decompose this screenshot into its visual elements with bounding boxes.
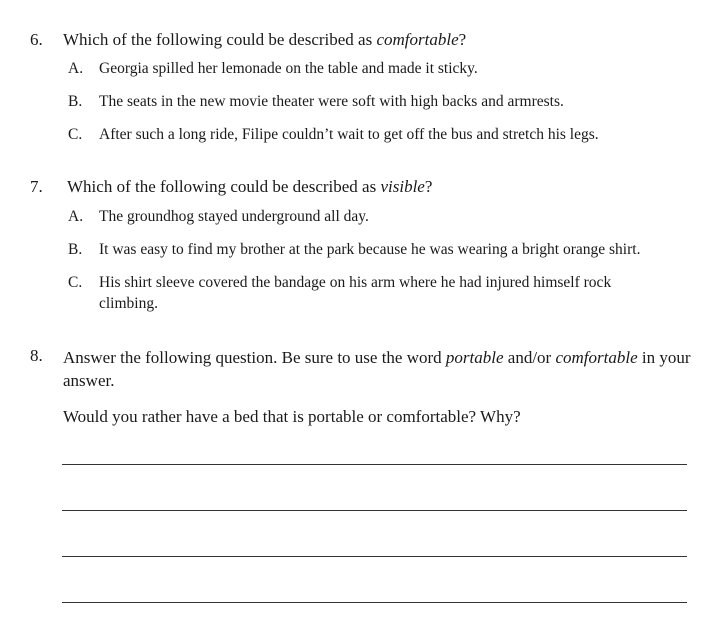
question-8-number: 8. (30, 346, 43, 365)
question-7-option-a-text: The groundhog stayed underground all day. (99, 208, 369, 225)
question-6-option-b-letter: B. (68, 93, 83, 110)
question-6-option-a-letter: A. (68, 60, 84, 77)
question-7-option-c-letter: C. (68, 274, 83, 291)
question-7-term: visible (380, 177, 425, 196)
question-8-stem-part1: Answer the following question. Be sure to use the word (63, 348, 446, 367)
question-6-option-c-text: After such a long ride, Filipe couldn’t wait to get off the bus and stretch his legs. (99, 126, 599, 143)
question-8-term-comfortable: comfortable (555, 348, 638, 367)
question-6-stem (63, 30, 466, 50)
question-8-stem-part2: and/or (503, 348, 556, 367)
answer-line-4[interactable] (62, 602, 687, 603)
answer-line-1[interactable] (62, 464, 687, 465)
question-7-number: 7. (30, 177, 43, 196)
question-6-term: comfortable (376, 30, 459, 49)
question-7-stem (67, 177, 432, 197)
question-7-stem-text: Which of the following could be described as (67, 177, 381, 196)
question-6-stem-text: Which of the following could be described as (63, 30, 377, 49)
question-6-stem-end: ? (458, 30, 467, 49)
question-8-stem (63, 346, 693, 392)
answer-line-3[interactable] (62, 556, 687, 557)
question-8-term-portable: portable (445, 348, 504, 367)
question-7-option-a-letter: A. (68, 208, 84, 225)
question-7-option-b-text: It was easy to find my brother at the park because he was wearing a bright orange shirt. (99, 241, 641, 258)
question-8-prompt: Would you rather have a bed that is portable or comfortable? Why? (63, 407, 521, 426)
question-7-option-b-letter: B. (68, 241, 83, 258)
question-6-option-a-text: Georgia spilled her lemonade on the table and made it sticky. (99, 60, 478, 77)
question-7-stem-end: ? (424, 177, 433, 196)
question-7-option-c-text: His shirt sleeve covered the bandage on his arm where he had injured himself rock climbing. (99, 274, 612, 312)
question-6-number: 6. (30, 30, 43, 49)
question-6-option-c-letter: C. (68, 126, 83, 143)
question-8-stem-part3: in your answer. (63, 348, 691, 390)
answer-line-2[interactable] (62, 510, 687, 511)
question-6-option-b-text: The seats in the new movie theater were soft with high backs and armrests. (99, 93, 564, 110)
